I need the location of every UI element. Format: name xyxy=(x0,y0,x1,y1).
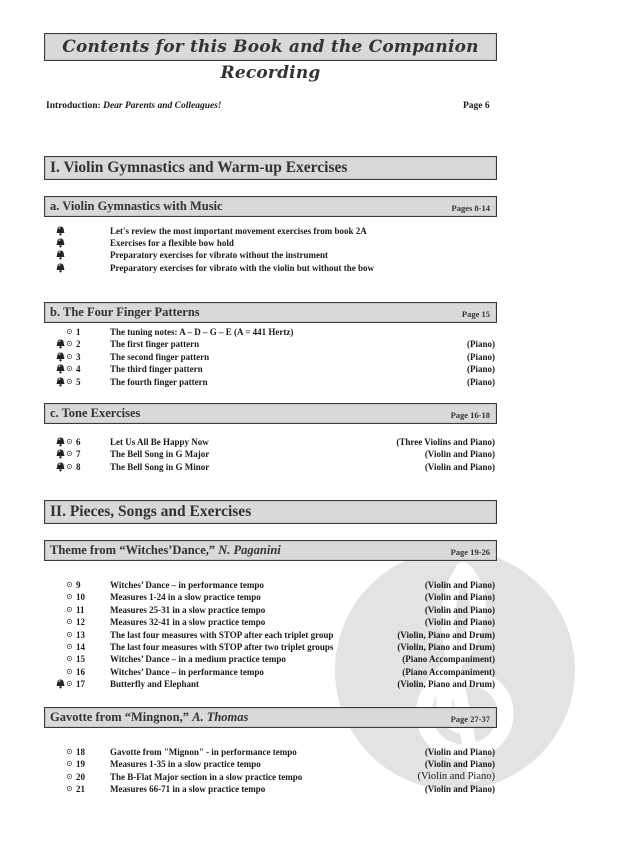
cd-icon: ⊙ xyxy=(66,461,73,471)
part-2-bar xyxy=(44,500,497,524)
track-row xyxy=(44,641,495,653)
track-number: 20 xyxy=(76,771,85,782)
track-row xyxy=(44,771,495,783)
section-title-main: Gavotte from “Mingnon,” xyxy=(50,710,193,724)
section-a-bar xyxy=(44,196,497,217)
track-title: The tuning notes: A – D – G – E (A = 441 Hertz) xyxy=(110,327,294,337)
track-instrumentation: (Violin, Piano and Drum) xyxy=(397,679,495,690)
bell-icon xyxy=(56,679,65,689)
track-icons xyxy=(56,653,92,665)
track-title: Witches’ Dance – in performance tempo xyxy=(110,580,264,590)
track-icons xyxy=(56,616,92,628)
section-pages: Pages 8-14 xyxy=(451,203,490,213)
track-title: The last four measures with STOP after each triplet group xyxy=(110,629,334,640)
section-gavotte-bar xyxy=(44,707,497,728)
track-number: 16 xyxy=(76,666,85,677)
track-instrumentation: (Three Violins and Piano) xyxy=(396,437,495,447)
track-icons xyxy=(56,666,92,678)
track-title: Gavotte from "Mignon" - in performance tempo xyxy=(110,747,297,757)
track-icons xyxy=(56,591,92,603)
cd-icon: ⊙ xyxy=(66,759,73,769)
track-row xyxy=(44,783,495,795)
track-number: 6 xyxy=(76,437,81,447)
track-instrumentation: (Violin and Piano) xyxy=(424,592,495,603)
bell-icon xyxy=(56,263,65,273)
track-row xyxy=(44,262,495,274)
track-title: The fourth finger pattern xyxy=(110,376,208,387)
track-instrumentation: (Violin, Piano and Drum) xyxy=(397,642,495,652)
intro-label: Introduction: xyxy=(46,101,101,111)
track-number: 12 xyxy=(76,617,85,628)
track-row xyxy=(44,591,495,603)
track-number: 4 xyxy=(76,364,81,375)
section-witches-dance-bar xyxy=(44,540,497,561)
track-number: 14 xyxy=(76,642,85,652)
track-instrumentation: (Violin and Piano) xyxy=(424,747,495,757)
track-row xyxy=(44,351,495,363)
cd-icon: ⊙ xyxy=(66,327,73,336)
track-number: 7 xyxy=(76,449,81,460)
cd-icon: ⊙ xyxy=(66,364,73,374)
bell-icon xyxy=(56,377,65,387)
track-number: 21 xyxy=(76,784,85,795)
track-number: 9 xyxy=(76,580,81,590)
track-title: Let's review the most important movement exercises from book 2A xyxy=(110,226,367,236)
section-pages: Page 16-18 xyxy=(450,410,490,420)
track-instrumentation: (Violin and Piano) xyxy=(424,617,495,628)
cd-icon: ⊙ xyxy=(66,654,73,664)
track-icons xyxy=(56,363,92,375)
bell-icon xyxy=(56,238,65,248)
section-title xyxy=(50,543,281,558)
track-title: Exercises for a flexible bow hold xyxy=(110,238,234,249)
track-instrumentation: (Violin and Piano) xyxy=(424,449,495,460)
track-title: Measures 1-35 in a slow practice tempo xyxy=(110,759,261,770)
track-title: The second finger pattern xyxy=(110,351,210,362)
track-row xyxy=(44,249,495,261)
bell-icon xyxy=(56,352,65,362)
cd-icon: ⊙ xyxy=(66,617,73,627)
track-row xyxy=(44,363,495,375)
cd-icon: ⊙ xyxy=(66,449,73,459)
cd-icon: ⊙ xyxy=(66,642,73,651)
cd-icon: ⊙ xyxy=(66,629,73,639)
bell-icon xyxy=(56,226,65,236)
intro-title: Dear Parents and Colleagues! xyxy=(103,101,222,111)
section-title-main: Theme from “Witches’Dance,” xyxy=(50,543,219,557)
section-composer: A. Thomas xyxy=(192,710,249,724)
track-instrumentation: (Violin and Piano) xyxy=(424,759,495,770)
section-title: a. Violin Gymnastics with Music xyxy=(50,199,223,213)
track-row xyxy=(44,376,495,388)
track-icons xyxy=(56,237,92,249)
cd-icon: ⊙ xyxy=(66,351,73,361)
bell-icon xyxy=(56,462,65,472)
track-row xyxy=(44,666,495,678)
track-instrumentation: (Violin and Piano) xyxy=(417,770,495,782)
part-1-bar xyxy=(44,156,497,180)
track-row xyxy=(44,326,495,338)
cd-icon: ⊙ xyxy=(66,339,73,349)
page-title: Contents for this Book and the Companion Recording xyxy=(62,37,479,83)
track-title: The last four measures with STOP after two triplet groups xyxy=(110,642,334,652)
section-title: b. The Four Finger Patterns xyxy=(50,305,200,319)
track-instrumentation: (Piano) xyxy=(467,339,495,350)
bell-icon xyxy=(56,250,65,260)
track-instrumentation: (Violin and Piano) xyxy=(424,604,495,615)
track-icons xyxy=(56,629,92,641)
track-row xyxy=(44,338,495,350)
track-instrumentation: (Piano Accompaniment) xyxy=(402,654,495,665)
track-title: The B-Flat Major section in a slow practice tempo xyxy=(110,771,303,782)
track-row xyxy=(44,225,495,237)
track-title: Let Us All Be Happy Now xyxy=(110,437,209,447)
intro-page: Page 6 xyxy=(463,101,490,111)
track-row xyxy=(44,653,495,665)
track-title: The first finger pattern xyxy=(110,339,200,350)
cd-icon: ⊙ xyxy=(66,771,73,781)
track-number: 19 xyxy=(76,759,85,770)
track-row xyxy=(44,448,495,460)
track-title: Measures 1-24 in a slow practice tempo xyxy=(110,592,261,603)
track-icons xyxy=(56,758,92,770)
cd-icon: ⊙ xyxy=(66,376,73,386)
section-pages: Page 15 xyxy=(461,309,490,319)
track-row xyxy=(44,579,495,591)
cd-icon: ⊙ xyxy=(66,747,73,756)
part-title: I. Violin Gymnastics and Warm-up Exercises xyxy=(50,159,348,176)
track-instrumentation: (Violin and Piano) xyxy=(424,580,495,590)
track-title: Witches’ Dance – in a medium practice tempo xyxy=(110,654,286,665)
track-number: 3 xyxy=(76,351,81,362)
track-title: The third finger pattern xyxy=(110,364,203,375)
track-icons xyxy=(56,579,92,591)
bell-icon xyxy=(56,437,65,447)
track-icons xyxy=(56,641,92,653)
track-number: 8 xyxy=(76,461,81,472)
track-instrumentation: (Violin and Piano) xyxy=(424,461,495,472)
track-instrumentation: (Piano Accompaniment) xyxy=(402,666,495,677)
contents-title-bar xyxy=(44,33,497,83)
bell-icon xyxy=(56,364,65,374)
section-title: c. Tone Exercises xyxy=(50,406,141,420)
cd-icon: ⊙ xyxy=(66,666,73,676)
track-icons xyxy=(56,678,92,690)
track-row xyxy=(44,604,495,616)
track-title: Preparatory exercises for vibrato with the violin but without the bow xyxy=(110,262,374,273)
track-icons xyxy=(56,436,92,448)
cd-icon: ⊙ xyxy=(66,604,73,614)
track-number: 17 xyxy=(76,679,85,690)
track-instrumentation: (Piano) xyxy=(467,364,495,375)
track-icons xyxy=(56,783,92,795)
track-icons xyxy=(56,326,92,338)
track-row xyxy=(44,746,495,758)
track-title: Measures 25-31 in a slow practice tempo xyxy=(110,604,266,615)
cd-icon: ⊙ xyxy=(66,784,73,794)
section-b-bar xyxy=(44,302,497,323)
track-number: 15 xyxy=(76,654,85,665)
section-c-bar xyxy=(44,403,497,424)
intro-line xyxy=(46,101,222,111)
section-pages: Page 19-26 xyxy=(450,547,490,557)
track-row xyxy=(44,461,495,473)
track-title: Preparatory exercises for vibrato without the instrument xyxy=(110,250,328,261)
track-title: Measures 66-71 in a slow practice tempo xyxy=(110,784,266,795)
cd-icon: ⊙ xyxy=(66,437,73,446)
track-row xyxy=(44,758,495,770)
cd-icon: ⊙ xyxy=(66,580,73,589)
track-instrumentation: (Piano) xyxy=(467,351,495,362)
track-title: Measures 32-41 in a slow practice tempo xyxy=(110,617,266,628)
track-icons xyxy=(56,225,92,237)
track-title: The Bell Song in G Minor xyxy=(110,461,210,472)
section-title xyxy=(50,710,248,725)
track-number: 5 xyxy=(76,376,81,387)
cd-icon: ⊙ xyxy=(66,592,73,602)
track-icons xyxy=(56,461,92,473)
bell-icon xyxy=(56,339,65,349)
track-number: 2 xyxy=(76,339,81,350)
track-number: 11 xyxy=(76,604,85,615)
track-icons xyxy=(56,249,92,261)
track-icons xyxy=(56,448,92,460)
bell-icon xyxy=(56,449,65,459)
track-icons xyxy=(56,746,92,758)
track-number: 1 xyxy=(76,327,81,337)
track-icons xyxy=(56,376,92,388)
track-number: 18 xyxy=(76,747,85,757)
track-number: 13 xyxy=(76,629,85,640)
track-row xyxy=(44,237,495,249)
section-pages: Page 27-37 xyxy=(450,714,490,724)
track-title: Witches’ Dance – in performance tempo xyxy=(110,666,264,677)
section-composer: N. Paganini xyxy=(218,543,281,557)
track-row xyxy=(44,616,495,628)
track-icons xyxy=(56,338,92,350)
part-title: II. Pieces, Songs and Exercises xyxy=(50,503,252,520)
cd-icon: ⊙ xyxy=(66,679,73,689)
track-icons xyxy=(56,351,92,363)
track-instrumentation: (Violin, Piano and Drum) xyxy=(397,629,495,640)
track-icons xyxy=(56,262,92,274)
track-icons xyxy=(56,604,92,616)
track-instrumentation: (Piano) xyxy=(467,376,495,387)
track-row xyxy=(44,678,495,690)
track-title: The Bell Song in G Major xyxy=(110,449,210,460)
track-row xyxy=(44,629,495,641)
track-instrumentation: (Violin and Piano) xyxy=(424,784,495,795)
track-row xyxy=(44,436,495,448)
track-icons xyxy=(56,771,92,783)
track-title: Butterfly and Elephant xyxy=(110,679,200,690)
track-number: 10 xyxy=(76,592,85,603)
